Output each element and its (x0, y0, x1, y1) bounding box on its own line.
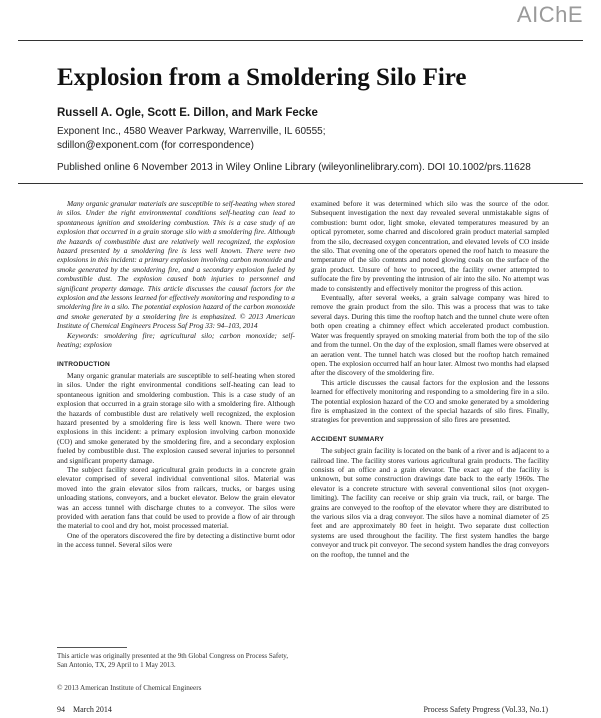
footnote: This article was originally presented at the 9th Global Congress on Process Safety, San Antonio, TX, 29 April to 1 May 2013. (57, 652, 289, 669)
intro-paragraph-1: Many organic granular materials are susceptible to self-heating when stored in silos. Under the right environmental conditions self-heating can lead to spontaneous ignition and smoldering combustion. This is a case study of an explosion that occurred in a grain storage silo with a smoldering fire. Although the hazards of combustible dust are relatively well recognized, the explosion hazard presented by a smoldering fire is less well known. There were two explosions in this incident: a primary explosion involving carbon monoxide (CO) and smoke generated by the smoldering fire, and a secondary explosion fueled by combustible dust. The explosion caused several injuries to personnel and significant property damage. (57, 370, 295, 465)
right-column (311, 199, 549, 559)
publication-info: Published online 6 November 2013 in Wiley Online Library (wileyonlinelibrary.com). DOI 10.1002/prs.11628 (57, 162, 531, 173)
right-paragraph-3: This article discusses the causal factors for the explosion and the lessons learned for effectively monitoring and responding to a smoldering fire in a silo. The potential explosion hazard of the CO and smoke generated by a smoldering fire is emphasized in the context of the special hazards of silo fires. Finally, strategies for prevention and suppression of silo fires are presented. (311, 377, 549, 425)
journal-citation: Process Safety Progress (Vol.33, No.1) (423, 705, 548, 714)
right-paragraph-4: The subject grain facility is located on the bank of a river and is adjacent to a railroad line. The facility stores various agricultural grain products. The facility consists of an office and a grain elevator. The exact age of the facility is unknown, but some construction drawings date back to the early 1960s. The elevator is a concrete structure with several conventional silos (not oxygen-limiting). The facility can receive or ship grain via truck, rail, or barge. The grains are conveyed to the rooftop of the elevator where they are distributed to the various silos via a drag conveyor. The silos have a nominal diameter of 25 feet and are approximately 80 feet in height. Two separate dust collection systems are used throughout the facility. The first system handles the barge conveyor and truck pit conveyor. The second system handles the drag conveyors on the rooftop, the tunnel and the (311, 446, 549, 559)
correspondence-email: sdillon@exponent.com (for correspondence) (57, 140, 254, 151)
left-column (57, 199, 295, 550)
keywords: Keywords: smoldering fire; agricultural silo; carbon monoxide; self-heating; explosion (57, 330, 295, 350)
intro-paragraph-2: The subject facility stored agricultural grain products in a concrete grain elevator comprised of several individual conventional silos. Material was moved into the grain elevator silos from railcars, trucks, or barges using unloading stations, conveyors, and a bucket elevator. Below the grain elevator was an access tunnel with discharge chutes to a conveyor. The silos were provided with aeration fans that could be used to provide a flow of air through the material to cool and dry hot, moist processed material. (57, 464, 295, 531)
introduction-heading: INTRODUCTION (57, 360, 110, 368)
title-block-rule (18, 183, 583, 184)
footnote-rule (57, 647, 127, 648)
abstract-text: Many organic granular materials are susceptible to self-heating when stored in silos. Under the right environmental conditions self-heating can lead to spontaneous ignition and smoldering combustion. This is a case study of an explosion that occurred in a grain storage silo with a smoldering fire. Although the hazards of combustible dust are relatively well recognized, the explosion hazard presented by a smoldering fire is less well known. There were two explosions in this incident: a primary explosion involving carbon monoxide and smoke generated by the smoldering fire, and a secondary explosion fueled by combustible dust. The explosion caused both injuries to personnel and significant property damage. This article discusses the causal factors for the explosion and the lessons learned for effectively monitoring and responding to a smoldering fire in a silo. The potential explosion hazard of the carbon monoxide and smoke generated by a smoldering fire is emphasized. © 2013 American Institute of Chemical Engineers Process Saf Prog 33: 94–103, 2014 (57, 199, 295, 331)
copyright-notice: © 2013 American Institute of Chemical Engineers (57, 684, 202, 692)
issue-date: March 2014 (73, 705, 112, 714)
accident-summary-heading: ACCIDENT SUMMARY (311, 435, 384, 443)
abstract (57, 199, 295, 331)
right-paragraph-1: examined before it was determined which silo was the source of the odor. Subsequent investigation the next day revealed several unmistakable signs of combustion: burnt odor, light smoke, elevated temperatures measured by an optical pyrometer, some charred and discolored grain product material sampled from the silo, decreased oxygen concentration, and elevated levels of CO inside the silo. That evening one of the operators opened the roof hatch to measure the temperature of the silo contents and noted glowing coals on the surface of the grain product. Unsure of how to proceed, the facility owner attempted to suffocate the fire by preventing the intrusion of air into the silo. No attempt was made to consistently and effectively monitor the progress of this action. (311, 199, 549, 293)
author-list: Russell A. Ogle, Scott E. Dillon, and Mark Fecke (57, 107, 318, 119)
intro-paragraph-3: One of the operators discovered the fire by detecting a distinctive burnt odor in the access tunnel. Several silos were (57, 530, 295, 550)
footer-left (57, 705, 120, 714)
right-paragraph-2: Eventually, after several weeks, a grain salvage company was hired to remove the grain product from the silo. This was a process that was to take several days. During this time the rooftop hatch and the tunnel chute were often both open creating a chimney effect which accelerated product combustion. Water was frequently sprayed on smoking material from both the top of the silo and from the tunnel. On the day of the explosion, small flames were observed at an aeration vent. The tunnel hatch was closed but the rooftop hatch remained open. The explosion occurred half an hour later. Almost two months had elapsed after the discovery of the smoldering fire. (311, 293, 549, 378)
header-rule (18, 40, 583, 41)
page-number: 94 (57, 705, 65, 714)
affiliation: Exponent Inc., 4580 Weaver Parkway, Warrenville, IL 60555; (57, 126, 326, 137)
article-title: Explosion from a Smoldering Silo Fire (57, 64, 467, 91)
aiche-logo: AIChE (516, 2, 583, 27)
